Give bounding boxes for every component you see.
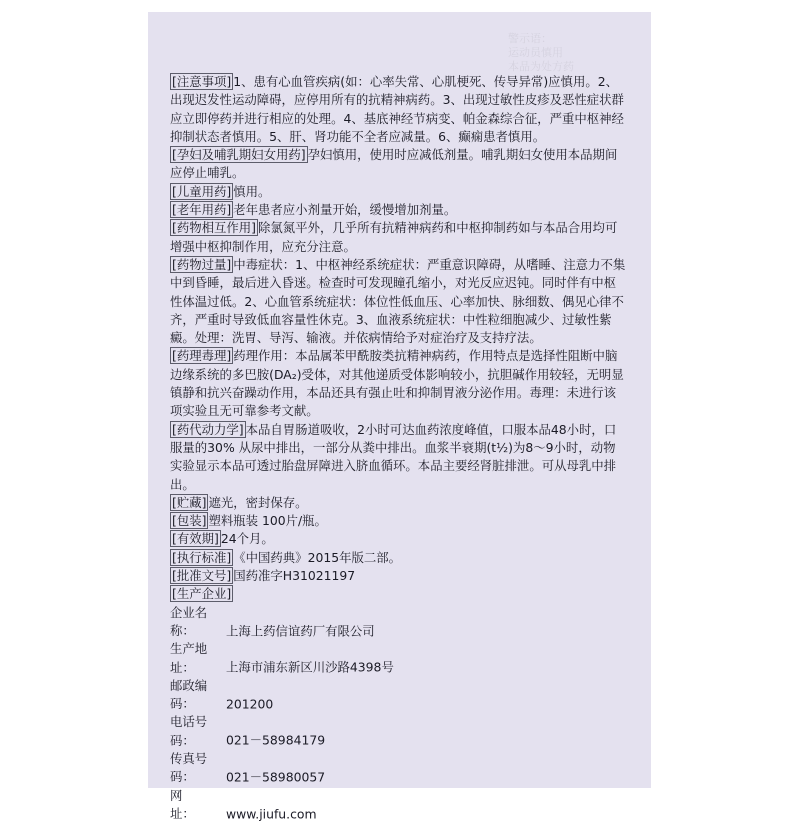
section-elderly [170,201,626,219]
section-precautions [170,73,626,146]
section-text: 塑料瓶装 100片/瓶。 [208,513,327,529]
section-text: 本品自胃肠道吸收，2小时可达血药浓度峰值，口服本品48小时，口服量的30% 从尿中排出，一部分从粪中排出。血浆半衰期(t½)为8～9小时，动物实验显示本品可透过胎盘屏障进入脐血循环。本品主要经肾脏排泄。可从母乳中排出。 [170,421,617,492]
section-manufacturer [170,585,626,603]
bleed-line: 运动员慎用 [508,46,563,59]
company-value: 201200 [226,696,274,712]
section-heading: [孕妇及哺乳期妇女用药] [172,147,306,163]
section-pharmacokinetics [170,421,626,494]
section-text: 24个月。 [220,531,274,547]
section-heading: [药代动力学] [172,421,244,437]
section-storage [170,494,626,512]
company-label: 传真号码： [170,750,208,785]
section-heading: [药理毒理] [172,348,232,364]
company-value: 021－58984179 [226,732,326,748]
company-info [170,604,626,823]
section-heading: [贮藏] [172,494,207,510]
company-row [170,677,626,714]
section-heading: [包装] [172,513,207,529]
section-heading: [批准文号] [172,568,232,584]
company-label: 网 址： [170,787,208,821]
bleed-line: 警示语： [508,32,552,45]
company-row [170,640,626,677]
section-text: 遮光，密封保存。 [208,494,308,510]
section-text: 《中国药典》2015年版二部。 [233,549,402,565]
section-heading: [执行标准] [172,549,232,565]
section-heading: [药物过量] [172,256,232,272]
company-row [170,604,626,641]
section-heading: [生产企业] [172,586,232,602]
section-text: 国药准字H31021197 [233,568,356,584]
section-text: 除氯氮平外，几乎所有抗精神病药和中枢抑制药如与本品合用均可增强中枢抑制作用，应充分注意。 [170,220,618,254]
company-row [170,713,626,750]
section-text: 孕妇慎用，使用时应减低剂量。哺乳期妇女使用本品期间应停止哺乳。 [170,147,618,181]
section-heading: [注意事项] [172,74,232,89]
section-heading: [有效期] [172,531,219,547]
company-label: 企业名称： [170,604,208,638]
section-standard [170,549,626,567]
section-overdose [170,256,626,347]
company-label: 邮政编码： [170,677,208,712]
section-heading: [老年用药] [172,202,232,218]
bleed-through-text [508,32,628,74]
section-package [170,512,626,530]
section-validity [170,530,626,548]
section-pregnancy [170,146,626,183]
bleed-line: 本品为处方药 [508,60,574,73]
company-value: 上海上药信谊药厂有限公司 [226,622,375,638]
company-website: www.jiufu.com [226,805,317,821]
company-label: 电话号码： [170,714,208,748]
section-text: 中毒症状：1、中枢神经系统症状：严重意识障碍，从嗜睡、注意力不集中到昏睡，最后进入昏迷。检查时可发现瞳孔缩小，对光反应迟钝。同时伴有中枢性体温过低。2、心血管系统症状：体位性低血压、心率加快、脉细数、偶见心律不齐，严重时导致低血容量性休克。3、血液系统症状：中性粒细胞减少、过敏性紫癜。处理：洗胃、导泻、输液。并依病情给予对症治疗及支持疗法。 [170,256,626,346]
section-text: 老年患者应小剂量开始，缓慢增加剂量。 [233,202,457,218]
section-heading: [儿童用药] [172,183,232,199]
company-value: 上海市浦东新区川沙路4398号 [226,659,394,675]
section-approval [170,567,626,585]
company-row [170,787,626,823]
section-pharmacology [170,347,626,420]
company-value: 021－58980057 [226,769,326,785]
section-text: 慎用。 [233,183,271,199]
section-text: 药理作用：本品属苯甲酰胺类抗精神病药，作用特点是选择性阻断中脑边缘系统的多巴胺(DA₂)受体，对其他递质受体影响较小，抗胆碱作用较轻，无明显镇静和抗兴奋躁动作用，本品还具有强止吐和抑制胃液分泌作用。毒理：未进行该项实验且无可靠参考文献。 [170,348,624,419]
section-text: 1、患有心血管疾病(如：心率失常、心肌梗死、传导异常)应慎用。2、出现迟发性运动障碍，应停用所有的抗精神病药。3、出现过敏性皮疹及恶性症状群应立即停药并进行相应的处理。4、基底神经节病变、帕金森综合征，严重中枢神经抑制状态者慎用。5、肝、肾功能不全者应减量。6、癫痫患者慎用。 [170,74,624,144]
company-row [170,750,626,787]
section-children [170,183,626,201]
company-label: 生产地址： [170,641,208,675]
leaflet-body [170,73,626,823]
section-heading: [药物相互作用] [172,220,257,236]
section-interactions [170,219,626,256]
